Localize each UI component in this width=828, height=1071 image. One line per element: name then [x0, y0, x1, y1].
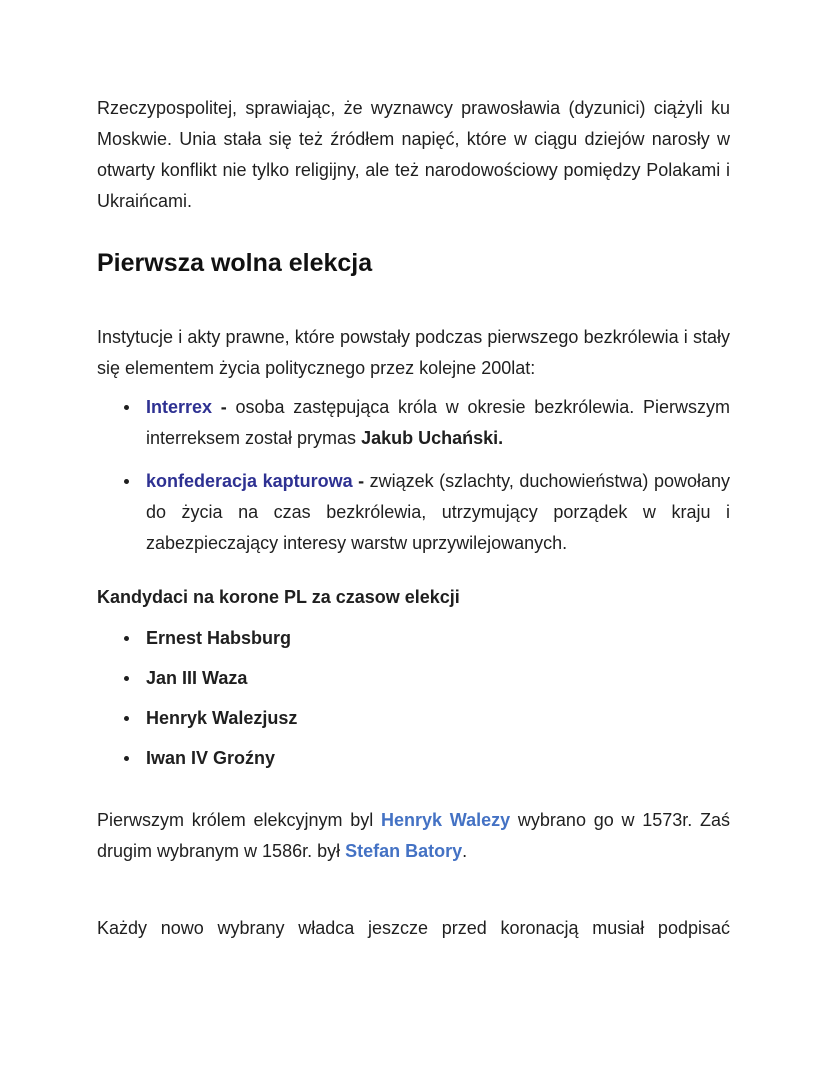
candidate-item-ernest-habsburg: Ernest Habsburg: [97, 623, 730, 654]
king-name-stefan-batory: Stefan Batory: [345, 841, 463, 861]
page-title: Pierwsza wolna elekcja: [97, 249, 373, 277]
institutions-list: [97, 392, 730, 559]
institutions-intro-paragraph: Instytucje i akty prawne, które powstały podczas pierwszego bezkrólewia i stały się elementem życia politycznego przez kolejne 200lat:: [97, 327, 730, 378]
closing-paragraph: Każdy nowo wybrany władca jeszcze przed koronacją musiał podpisać: [97, 918, 730, 938]
list-item-interrex: [97, 392, 730, 454]
kings-text-part2: wybrano go w 1573r. Zaś drugim wybranym w 1586r. był: [97, 810, 730, 861]
intro-paragraph: Rzeczypospolitej, sprawiając, że wyznawcy prawosławia (dyzunici) ciążyli ku Moskwie. Unia stała się też źródłem napięć, które w ciągu dziejów narosły w otwarty konflikt nie tylko religijny, ale też narodowościowy pomiędzy Polakami i Ukraińcami.: [97, 98, 730, 211]
list-item-konfederacja: [97, 466, 730, 559]
candidates-heading: Kandydaci na korone PL za czasow elekcji: [97, 587, 460, 607]
candidate-item-iwan-iv-grozny: Iwan IV Groźny: [97, 743, 730, 774]
term-konfederacja: konfederacja kapturowa: [146, 471, 353, 491]
dash-separator: -: [212, 397, 236, 417]
term-interrex: Interrex: [146, 397, 213, 417]
definition-text: związek (szlachty, duchowieństwa) powołany do życia na czas bezkrólewia, utrzymujący porządek w kraju i zabezpieczający interesy warstw uprzywilejowanych.: [146, 471, 730, 553]
definition-text: osoba zastępująca króla w okresie bezkrólewia. Pierwszym interreksem został prymas: [146, 397, 730, 448]
kings-text-part1: Pierwszym królem elekcyjnym byl: [97, 810, 382, 830]
candidate-item-jan-iii-waza: Jan III Waza: [97, 663, 730, 694]
candidate-item-henryk-walezjusz: Henryk Walezjusz: [97, 703, 730, 734]
kings-paragraph: [97, 805, 730, 867]
bold-name-uchanski: Jakub Uchański.: [361, 428, 504, 448]
kings-text-part3: .: [462, 841, 468, 861]
king-name-henryk-walezy: Henryk Walezy: [381, 810, 511, 830]
candidates-list: [97, 623, 730, 774]
dash-separator: -: [352, 471, 370, 491]
